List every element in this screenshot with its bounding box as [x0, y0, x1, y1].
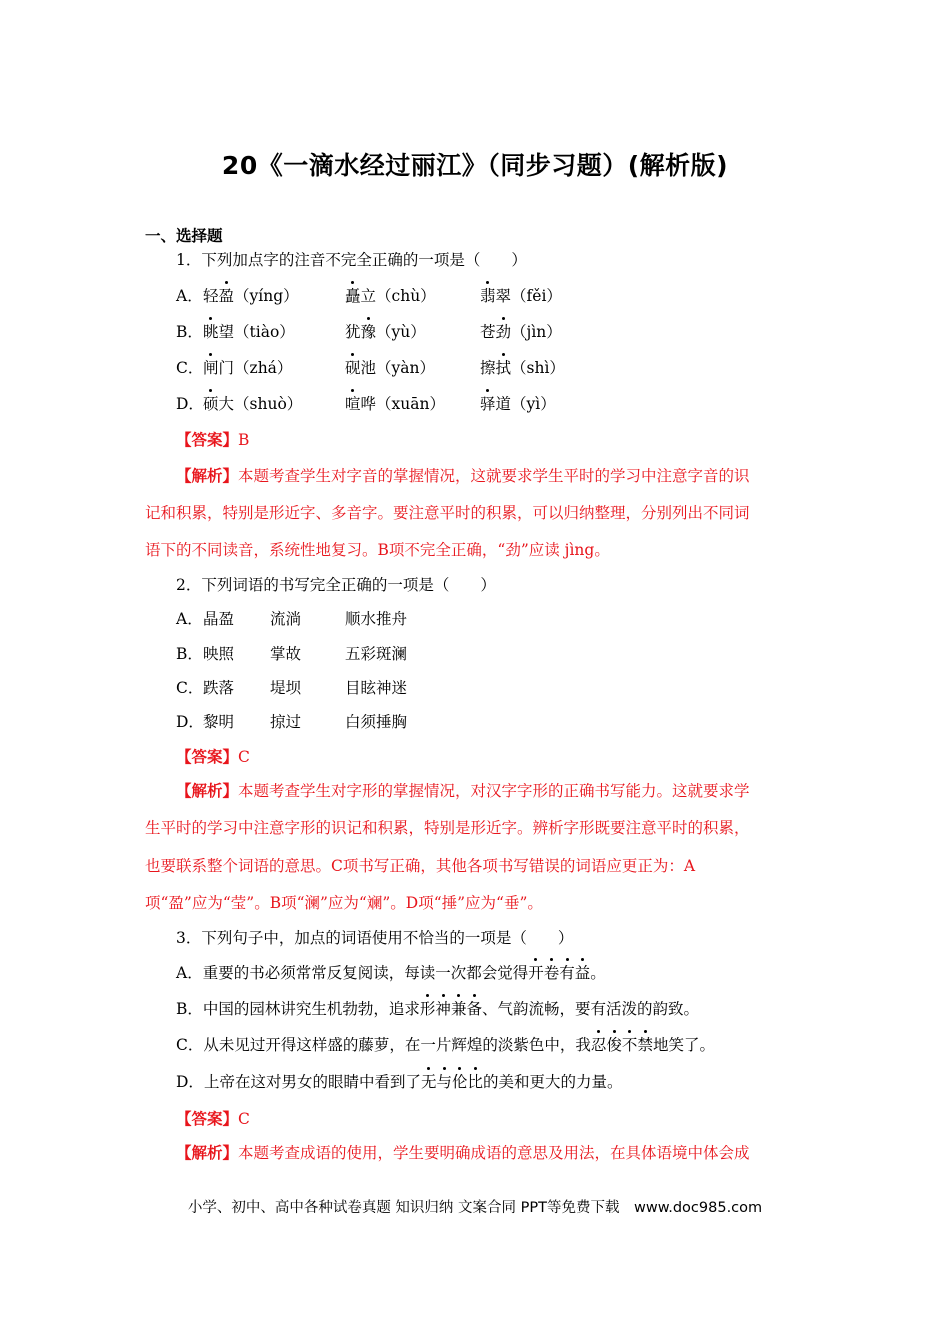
q2-option-word: 顺水推舟: [345, 610, 408, 628]
q1-option-label: C．: [176, 359, 204, 377]
dotted-char: 神: [435, 1000, 451, 1018]
dotted-char: 俊: [606, 1036, 622, 1054]
q1-option-label: B．: [176, 323, 203, 341]
q3-option: A．重要的书必须常常反复阅读，每读一次都会觉得开卷有益。: [176, 964, 606, 982]
q1-analysis-line: 【解析】本题考查学生对字音的掌握情况，这就要求学生平时的学习中注意字音的识: [176, 466, 750, 485]
q1-option-item: 硕大（shuò）: [203, 395, 303, 413]
q3-analysis-line: 【解析】本题考查成语的使用，学生要明确成语的意思及用法，在具体语境中体会成: [176, 1143, 750, 1162]
question-3-stem: 3．下列句子中，加点的词语使用不恰当的一项是（ ）: [176, 929, 574, 947]
q3-answer: 【答案】C: [176, 1109, 250, 1128]
q3-option: C．从未见过开得这样盛的藤萝，在一片辉煌的淡紫色中，我忍俊不禁地笑了。: [176, 1036, 715, 1054]
q1-option-item: 翡翠（fěi）: [480, 287, 562, 305]
q1-option-item: 犹豫（yù）: [345, 323, 426, 341]
q3-option: B．中国的园林讲究生机勃勃，追求形神兼备、气韵流畅，要有活泼的韵致。: [176, 1000, 699, 1018]
q2-option-word: 掌故: [270, 645, 302, 663]
q2-option-label: B．: [176, 645, 203, 663]
section-heading: 一、选择题: [145, 227, 223, 245]
q1-option-item: 轻盈（yíng）: [203, 287, 299, 305]
q2-option-word: 映照: [203, 645, 235, 663]
q1-option-item: 闸门（zhá）: [203, 359, 293, 377]
q3-dotted-word: [591, 1036, 653, 1054]
q3-dotted-word: [420, 1000, 482, 1018]
dotted-char: 形: [419, 1000, 436, 1018]
dotted-char: 无: [420, 1073, 437, 1091]
q2-option-word: 流淌: [270, 610, 302, 628]
q1-analysis-line: 语下的不同读音，系统性地复习。B项不完全正确，“劲”应读 jìng。: [145, 541, 610, 559]
q2-option-label: A．: [176, 610, 203, 628]
q2-option-word: 白须捶胸: [345, 713, 408, 731]
q1-analysis-line: 记和积累，特别是形近字、多音字。要注意平时的积累，可以归纳整理，分别列出不同词: [145, 504, 750, 522]
q1-option-item: 驿道（yì）: [480, 395, 556, 413]
dotted-char: 备: [466, 1000, 482, 1018]
dotted-char: 禁: [637, 1036, 653, 1054]
q2-option-word: 晶盈: [203, 610, 235, 628]
dotted-char: 开: [528, 964, 544, 982]
q2-option-word: 目眩神迷: [345, 679, 408, 697]
q1-option-item: 眺望（tiào）: [203, 323, 295, 341]
dotted-char: 不: [621, 1036, 638, 1054]
q2-analysis-line: 【解析】本题考查学生对字形的掌握情况，对汉字字形的正确书写能力。这就要求学: [176, 781, 750, 800]
q2-option-label: C．: [176, 679, 204, 697]
q2-option-word: 掠过: [270, 713, 302, 731]
q2-option-label: D．: [176, 713, 204, 731]
q1-option-item: 苍劲（jìn）: [480, 323, 562, 341]
footer-text: 小学、初中、高中各种试卷真题 知识归纳 文案合同 PPT等免费下载 www.doc985.com: [187, 1200, 763, 1216]
q2-analysis-line: 也要联系整个词语的意思。C项书写正确，其他各项书写错误的词语应更正为：A: [145, 857, 696, 875]
dotted-char: 忍: [590, 1036, 607, 1054]
page-title: 20《一滴水经过丽江》（同步习题）(解析版): [221, 151, 729, 180]
q2-option-word: 堤坝: [270, 679, 302, 697]
q2-answer: 【答案】C: [176, 747, 250, 766]
q1-option-label: D．: [176, 395, 204, 413]
q2-option-word: 黎明: [203, 713, 235, 731]
q1-option-item: 喧哗（xuān）: [345, 395, 445, 413]
q1-option-item: 擦拭（shì）: [480, 359, 565, 377]
question-2-stem: 2．下列词语的书写完全正确的一项是（ ）: [176, 576, 496, 594]
dotted-char: 卷: [543, 964, 560, 982]
dotted-char: 与: [436, 1073, 452, 1091]
q2-option-word: 五彩斑澜: [345, 645, 408, 663]
q2-analysis-line: 生平时的学习中注意字形的识记和积累，特别是形近字。辨析字形既要注意平时的积累，: [145, 819, 750, 837]
q1-option-label: A．: [176, 287, 203, 305]
dotted-char: 比: [467, 1073, 484, 1091]
dotted-char: 兼: [450, 1000, 467, 1018]
q3-dotted-word: [528, 964, 590, 982]
dotted-char: 益: [574, 964, 591, 982]
q1-option-item: 矗立（chù）: [345, 287, 436, 305]
dotted-char: 伦: [451, 1073, 468, 1091]
q2-analysis-line: 项“盈”应为“莹”。B项“澜”应为“斓”。D项“捶”应为“垂”。: [145, 894, 543, 912]
question-1-stem: 1．下列加点字的注音不完全正确的一项是（ ）: [176, 251, 527, 269]
q1-answer: 【答案】B: [176, 430, 250, 449]
q1-option-item: 砚池（yàn）: [345, 359, 436, 377]
dotted-char: 有: [559, 964, 575, 982]
q3-dotted-word: [421, 1073, 483, 1091]
q2-option-word: 跌落: [203, 679, 235, 697]
q3-option: D．上帝在这对男女的眼睛中看到了无与伦比的美和更大的力量。: [176, 1073, 623, 1091]
